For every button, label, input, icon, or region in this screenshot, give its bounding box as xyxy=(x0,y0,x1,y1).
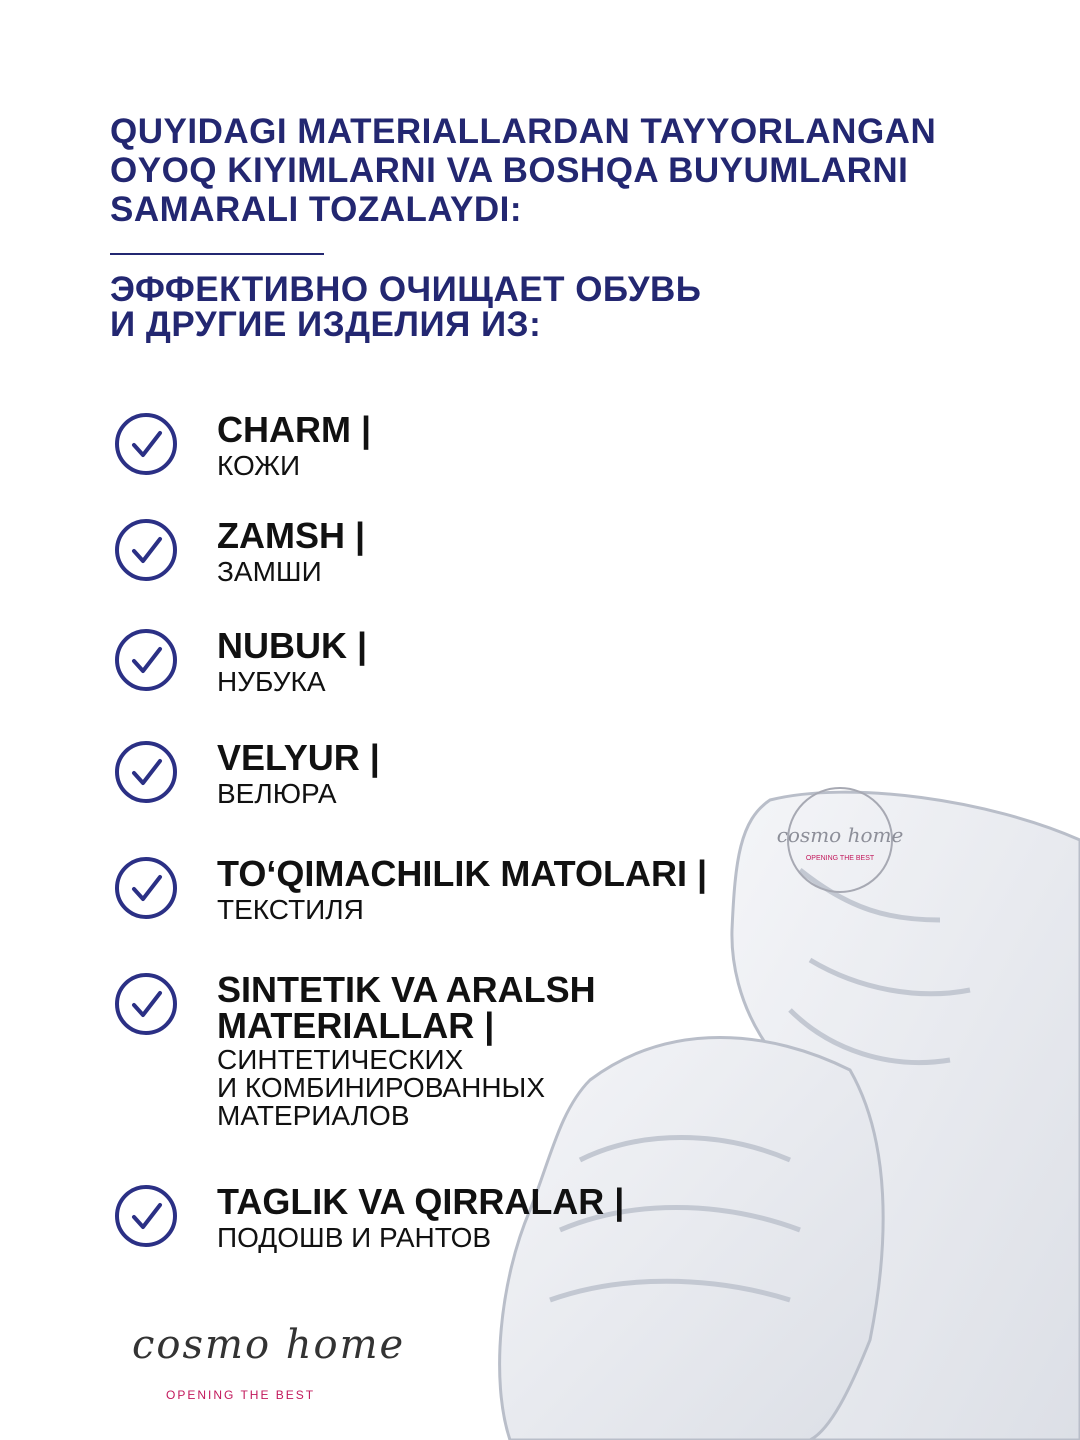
heading-uz xyxy=(110,112,1010,229)
material-title: TO‘QIMACHILIK MATOLARI | xyxy=(217,853,708,894)
material-subtitle: ТЕКСТИЛЯ xyxy=(217,894,364,925)
material-subtitle: ЗАМШИ xyxy=(217,556,322,587)
logo-script: cosmo home xyxy=(132,1322,406,1368)
heading-uz-line: SAMARALI TOZALAYDI: xyxy=(110,190,522,229)
heading-ru-line: ЭФФЕКТИВНО ОЧИЩАЕТ ОБУВЬ xyxy=(110,270,702,309)
material-subtitle: НУБУКА xyxy=(217,666,326,697)
material-subtitle: ВЕЛЮРА xyxy=(217,778,337,809)
material-subtitle: ПОДОШВ И РАНТОВ xyxy=(217,1222,492,1253)
check-circle-icon xyxy=(110,408,182,480)
brand-logo xyxy=(132,1322,412,1412)
material-title: SINTETIK VA ARALSH xyxy=(217,969,596,1010)
check-circle-icon xyxy=(110,514,182,586)
material-title: NUBUK | xyxy=(217,625,368,666)
material-subtitle: КОЖИ xyxy=(217,450,301,481)
material-title: ZAMSH | xyxy=(217,515,366,556)
check-circle-icon xyxy=(110,968,182,1040)
heading-uz-line: QUYIDAGI MATERIALLARDAN TAYYORLANGAN xyxy=(110,112,937,151)
material-subtitle: МАТЕРИАЛОВ xyxy=(217,1100,410,1131)
check-circle-icon xyxy=(110,624,182,696)
check-circle-icon xyxy=(110,736,182,808)
material-title: TAGLIK VA QIRRALAR | xyxy=(217,1181,625,1222)
material-subtitle: И КОМБИНИРОВАННЫХ xyxy=(217,1072,546,1103)
check-circle-icon xyxy=(110,1180,182,1252)
heading-divider xyxy=(110,253,324,255)
heading-ru-line: И ДРУГИЕ ИЗДЕЛИЯ ИЗ: xyxy=(110,305,542,344)
material-title: VELYUR | xyxy=(217,737,380,778)
material-title: MATERIALLAR | xyxy=(217,1005,495,1046)
heading-uz-line: OYOQ KIYIMLARNI VA BOSHQA BUYUMLARNI xyxy=(110,151,909,190)
check-circle-icon xyxy=(110,852,182,924)
material-title: CHARM | xyxy=(217,409,372,450)
material-subtitle: СИНТЕТИЧЕСКИХ xyxy=(217,1044,464,1075)
logo-tagline: OPENING THE BEST xyxy=(166,1388,316,1402)
stamp-script: cosmo home xyxy=(776,823,904,847)
heading-ru xyxy=(110,272,1010,342)
stamp-tagline: OPENING THE BEST xyxy=(805,855,875,862)
